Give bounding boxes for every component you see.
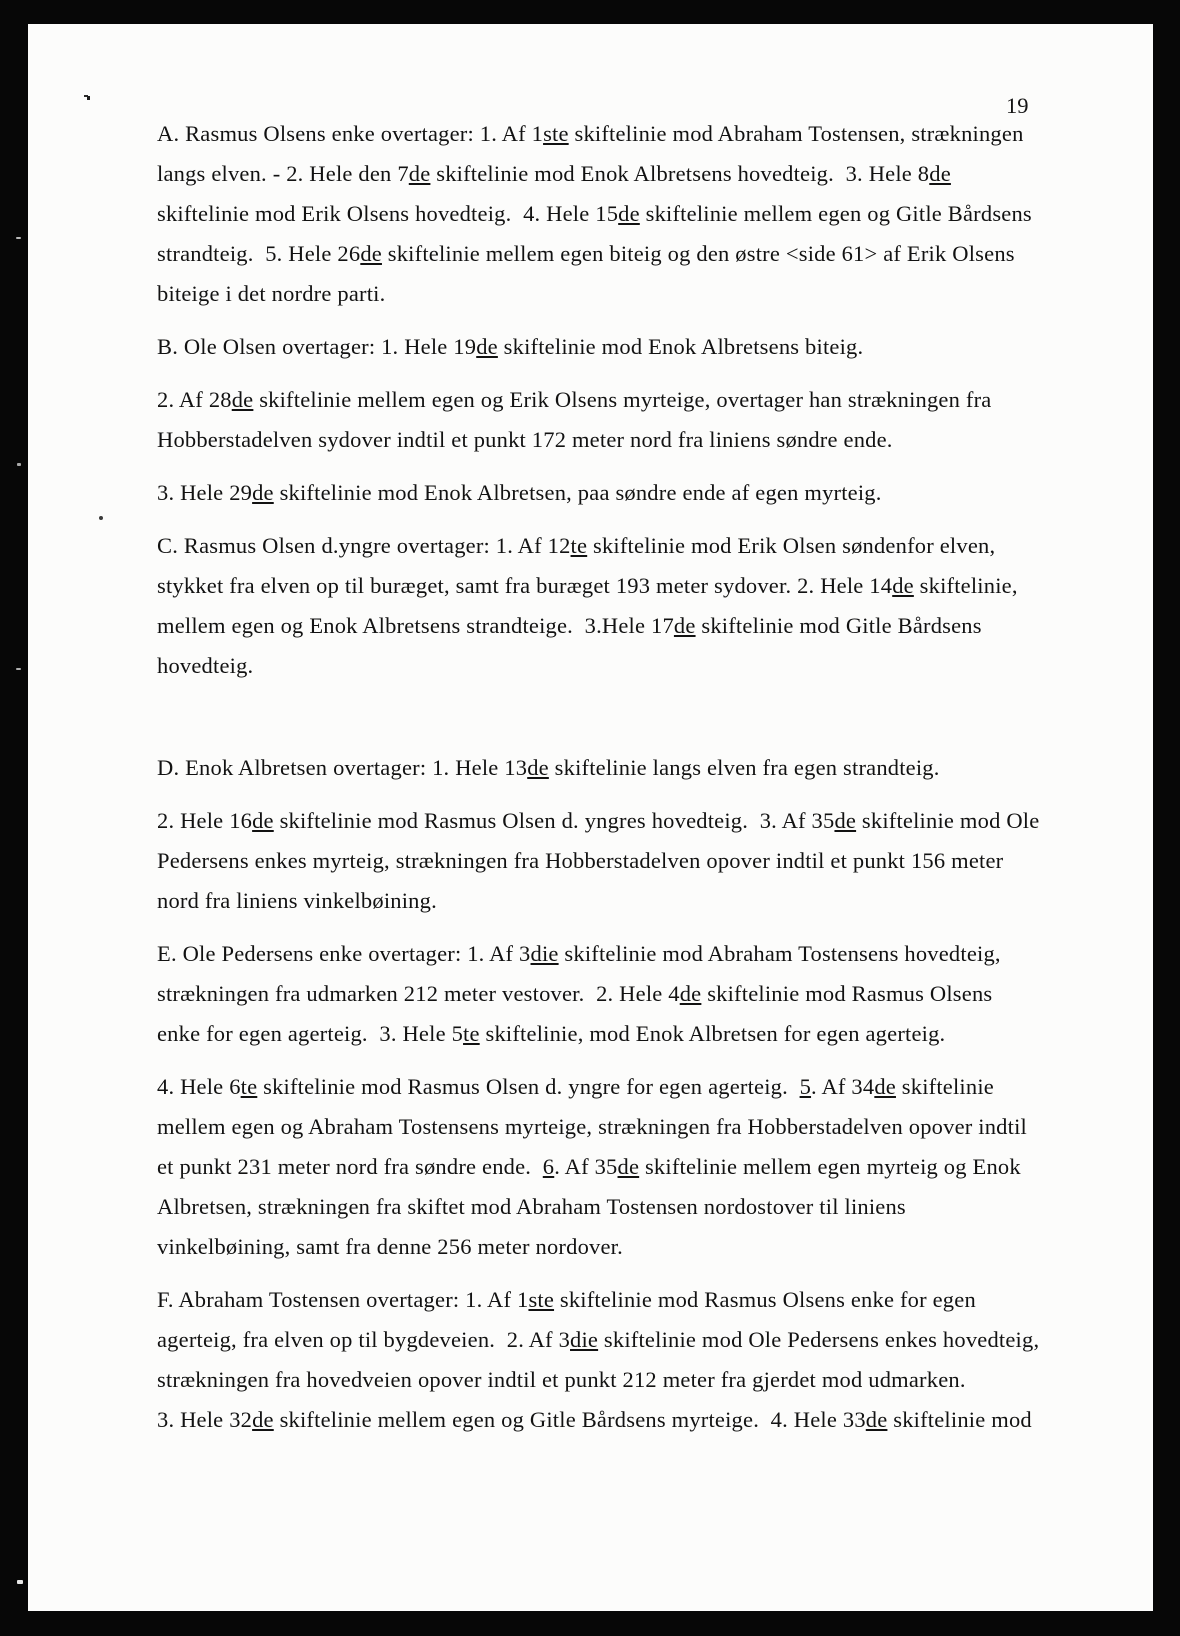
text-segment: strækningen fra hovedveien opover indtil et punkt 212 meter fra gjerdet mod udmarken. [157,1367,966,1392]
text-segment: strækningen fra udmarken 212 meter vestover. 2. Hele 4 [157,981,680,1006]
text-segment: 2. Hele 16 [157,808,253,833]
scan-dot [99,516,103,520]
paragraph-section-E-items-1-3 [157,934,1037,1054]
text-segment: skiftelinie mod [887,1407,1032,1432]
text-line [157,1280,1037,1320]
underlined-text: 6 [542,1154,555,1179]
text-segment: E. Ole Pedersens enke overtager: 1. Af 3 [157,941,531,966]
underlined-text: te [240,1074,258,1099]
text-segment: mellem egen og Enok Albretsens strandteige. 3.Hele 17 [157,613,674,638]
underlined-text: de [617,1154,640,1179]
text-segment: skiftelinie mod Erik Olsens hovedteig. 4. Hele 15 [157,201,619,226]
text-segment: Albretsen, strækningen fra skiftet mod Abraham Tostensen nordostover til liniens [157,1194,906,1219]
text-segment: strandteig. 5. Hele 26 [157,241,361,266]
text-segment: biteige i det nordre parti. [157,281,386,306]
underlined-text: de [673,613,696,638]
text-line [157,327,1037,367]
underlined-text: 5 [799,1074,812,1099]
underlined-text: de [408,161,431,186]
underlined-text: de [929,161,951,186]
text-line [157,1360,1037,1400]
text-line [157,646,1037,686]
text-line [157,1227,1037,1267]
text-segment: skiftelinie mod Ole Pedersens enkes hovedteig, [598,1327,1040,1352]
underlined-text: te [570,533,588,558]
document-text-block [157,114,1040,1440]
stray-ink-mark [84,93,91,101]
text-segment: . Af 34 [811,1074,875,1099]
text-segment: 4. Hele 6 [157,1074,241,1099]
text-segment: skiftelinie mod Rasmus Olsen d. yngre for egen agerteig. [257,1074,800,1099]
text-segment: skiftelinie [895,1074,994,1099]
text-segment: 3. Hele 29 [157,480,253,505]
scan-speck [16,237,21,239]
underlined-text: de [527,755,549,780]
text-segment: C. Rasmus Olsen d.yngre overtager: 1. Af 12 [157,533,571,558]
text-segment: skiftelinie mellem egen og Erik Olsens myrteige, overtager han strækningen fra [253,387,992,412]
text-line [157,881,1037,921]
underlined-text: ste [528,1287,555,1312]
text-segment: agerteig, fra elven op til bygdeveien. 2. Af 3 [157,1327,571,1352]
text-segment: skiftelinie mod Rasmus Olsens [701,981,993,1006]
underlined-text: de [476,334,498,359]
text-segment: skiftelinie, mod Enok Albretsen for egen agerteig. [479,1021,946,1046]
paragraph-section-D-item-2 [157,801,1040,921]
text-segment: skiftelinie mellem egen biteig og den østre <side 61> af Erik Olsens [381,241,1015,266]
underlined-text: die [570,1327,599,1352]
text-segment: et punkt 231 meter nord fra søndre ende. [157,1154,543,1179]
text-line [157,380,1037,420]
text-line [157,1107,1037,1147]
text-line [157,1014,1037,1054]
text-line [157,1400,1037,1440]
underlined-text: de [865,1407,888,1432]
text-line [157,420,1037,460]
paragraph-section-F-items-3-4 [157,1400,1037,1440]
text-line [157,748,1037,788]
text-segment: 2. Af 28 [157,387,232,412]
text-segment: . Af 35 [554,1154,618,1179]
paragraph-section-E-items-4-6 [157,1067,1037,1267]
text-segment: Pedersens enkes myrteig, strækningen fra Hobberstadelven opover indtil et punkt 156 meter [157,848,1004,873]
underlined-text: de [252,480,274,505]
text-line [157,1320,1040,1360]
text-segment: skiftelinie mod Abraham Tostensens hovedteig, [558,941,1001,966]
text-segment: B. Ole Olsen overtager: 1. Hele 19 [157,334,477,359]
text-segment: vinkelbøining, samt fra denne 256 meter nordover. [157,1234,623,1259]
text-segment: skiftelinie, [913,573,1018,598]
scan-speck [17,1580,23,1584]
paragraph-section-B-item-3 [157,473,1037,513]
text-segment: hovedteig. [157,653,254,678]
text-segment: skiftelinie mod Enok Albretsens biteig. [497,334,864,359]
document-page [28,24,1153,1611]
page-number: 19 [1006,93,1029,118]
text-line [157,274,1037,314]
text-line [157,974,1037,1014]
text-segment: D. Enok Albretsen overtager: 1. Hele 13 [157,755,528,780]
underlined-text: de [618,201,640,226]
underlined-text: de [231,387,254,412]
underlined-text: de [360,241,382,266]
text-segment: skiftelinie mod Enok Albretsen, paa søndre ende af egen myrteig. [273,480,882,505]
underlined-text: die [530,941,559,966]
text-segment: skiftelinie mellem egen og Gitle Bårdsens [639,201,1032,226]
text-line [157,154,1037,194]
text-line [157,114,1037,154]
text-line [157,566,1037,606]
text-segment: skiftelinie mellem egen myrteig og Enok [639,1154,1021,1179]
text-segment: skiftelinie mod Erik Olsen søndenfor elven, [587,533,996,558]
text-line [157,934,1037,974]
text-line [157,1187,1037,1227]
underlined-text: de [874,1074,896,1099]
text-line [157,801,1040,841]
text-line [157,473,1037,513]
text-line [157,1067,1037,1107]
paragraph-section-D-item-1 [157,748,1037,788]
text-line [157,526,1037,566]
text-segment: skiftelinie mod Abraham Tostensen, strækningen [568,121,1024,146]
paragraph-section-F-items-1-2 [157,1280,1040,1400]
text-line [157,194,1037,234]
text-segment: mellem egen og Abraham Tostensens myrteige, strækningen fra Hobberstadelven opover indtil [157,1114,1027,1139]
text-segment: Hobberstadelven sydover indtil et punkt 172 meter nord fra liniens søndre ende. [157,427,893,452]
text-segment: skiftelinie mod Rasmus Olsen d. yngres hovedteig. 3. Af 35 [273,808,835,833]
underlined-text: te [463,1021,480,1046]
text-segment: skiftelinie mod Gitle Bårdsens [695,613,982,638]
underlined-text: de [252,808,274,833]
underlined-text: ste [543,121,569,146]
underlined-text: de [834,808,857,833]
text-segment: A. Rasmus Olsens enke overtager: 1. Af 1 [157,121,544,146]
text-segment: skiftelinie mod Rasmus Olsens enke for egen [554,1287,976,1312]
text-segment: 3. Hele 32 [157,1407,253,1432]
underlined-text: de [892,573,914,598]
paragraph-section-B-item-1 [157,327,1037,367]
underlined-text: de [679,981,702,1006]
scan-speck [17,463,21,466]
underlined-text: de [252,1407,274,1432]
text-segment: enke for egen agerteig. 3. Hele 5 [157,1021,464,1046]
text-segment: skiftelinie mod Ole [856,808,1040,833]
text-segment: F. Abraham Tostensen overtager: 1. Af 1 [157,1287,529,1312]
paragraph-section-B-item-2 [157,380,1037,460]
text-segment: skiftelinie mod Enok Albretsens hovedteig. 3. Hele 8 [430,161,930,186]
text-segment: nord fra liniens vinkelbøining. [157,888,437,913]
text-segment: skiftelinie langs elven fra egen strandteig. [548,755,940,780]
text-segment: skiftelinie mellem egen og Gitle Bårdsens myrteige. 4. Hele 33 [273,1407,866,1432]
text-line [157,841,1037,881]
text-segment: stykket fra elven op til buræget, samt fra buræget 193 meter sydover. 2. Hele 14 [157,573,893,598]
scan-speck [16,668,21,670]
text-line [157,1147,1037,1187]
text-line [157,606,1037,646]
text-line [157,234,1037,274]
paragraph-section-A [157,114,1037,314]
text-segment: langs elven. - 2. Hele den 7 [157,161,409,186]
paragraph-section-C [157,526,1037,686]
